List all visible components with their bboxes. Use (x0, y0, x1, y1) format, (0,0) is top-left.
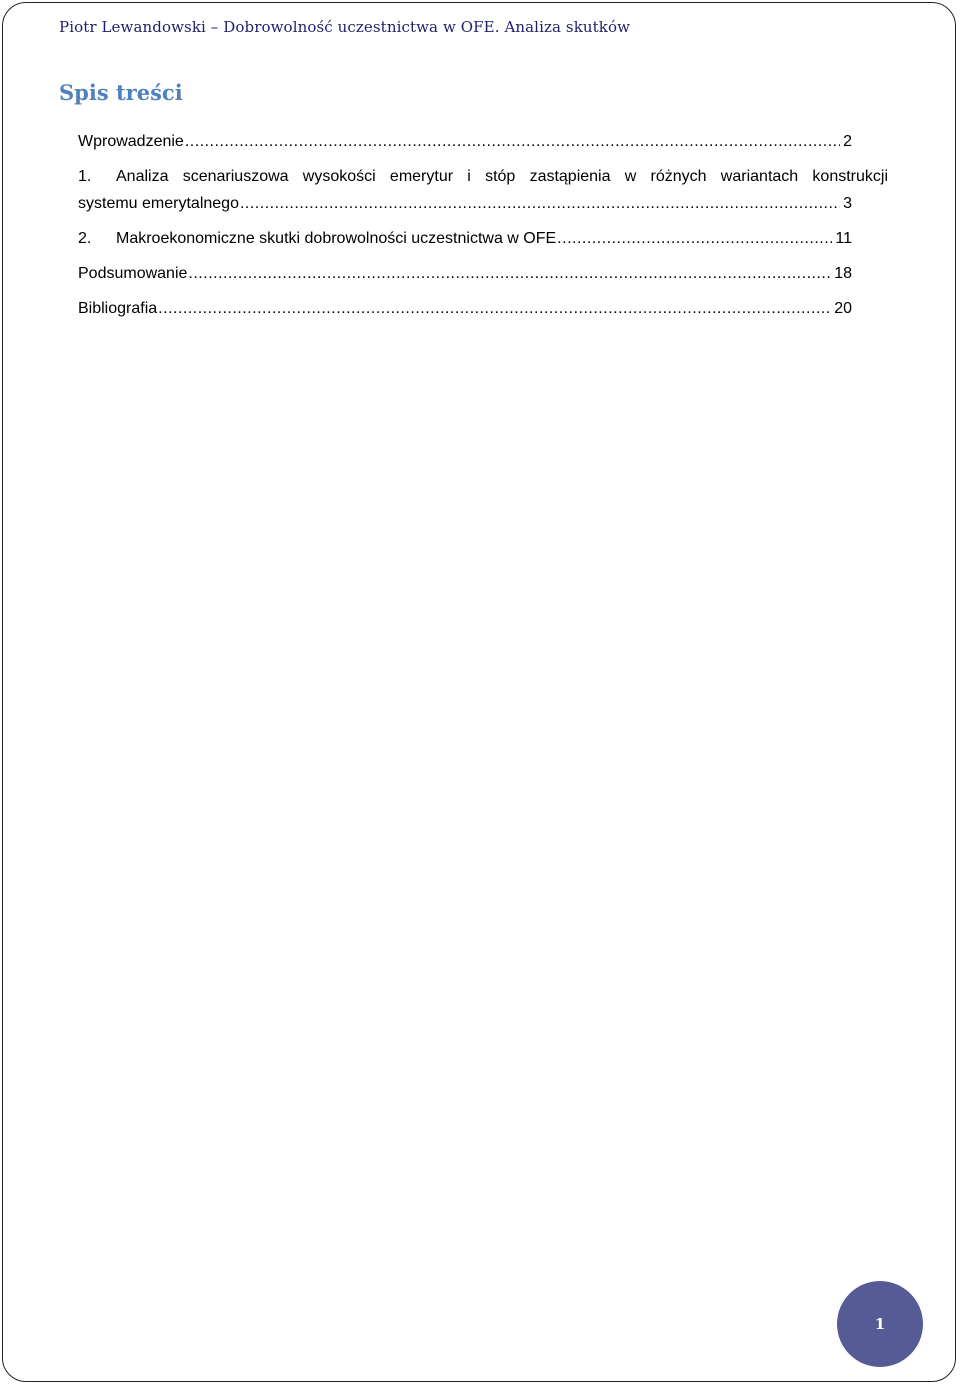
toc-entry-number: 2. (78, 230, 92, 247)
toc-dot-leader (185, 128, 840, 155)
toc-entry-number: 1. (78, 168, 92, 185)
toc-entry-page: 18 (834, 265, 852, 282)
toc-title: Spis treści (59, 80, 183, 105)
toc-dot-leader (240, 190, 840, 217)
toc-dot-leader (188, 260, 831, 287)
toc-entry-page: 2 (843, 133, 852, 150)
toc-entry-chapter-2[interactable] (78, 225, 852, 252)
running-header: Piotr Lewandowski – Dobrowolność uczestnictwa w OFE. Analiza skutków (59, 18, 631, 36)
toc-entry-text: Bibliografia (78, 300, 158, 317)
toc-entry-page: 20 (834, 300, 852, 317)
toc-entry-page: 3 (843, 195, 852, 212)
toc-entry-text: Makroekonomiczne skutki dobrowolności uczestnictwa w OFE (116, 230, 557, 247)
toc-entry-text: Podsumowanie (78, 265, 188, 282)
toc-entry-text: Wprowadzenie (78, 133, 184, 150)
page-number: 1 (874, 1315, 886, 1333)
toc-entry-chapter-1[interactable] (78, 163, 888, 217)
toc-entry-text: Analiza scenariuszowa wysokości emerytur i stóp zastąpienia w różnych wariantach konstrukcji (116, 168, 888, 185)
toc-entry-text-continued: systemu emerytalnego (78, 195, 239, 212)
toc-dot-leader (158, 295, 831, 322)
table-of-contents (78, 128, 888, 322)
toc-entry-podsumowanie[interactable] (78, 260, 852, 287)
toc-entry-page: 11 (835, 230, 852, 247)
page-number-badge (837, 1281, 923, 1367)
toc-entry-wprowadzenie[interactable] (78, 128, 852, 155)
toc-dot-leader (557, 225, 832, 252)
toc-entry-bibliografia[interactable] (78, 295, 852, 322)
